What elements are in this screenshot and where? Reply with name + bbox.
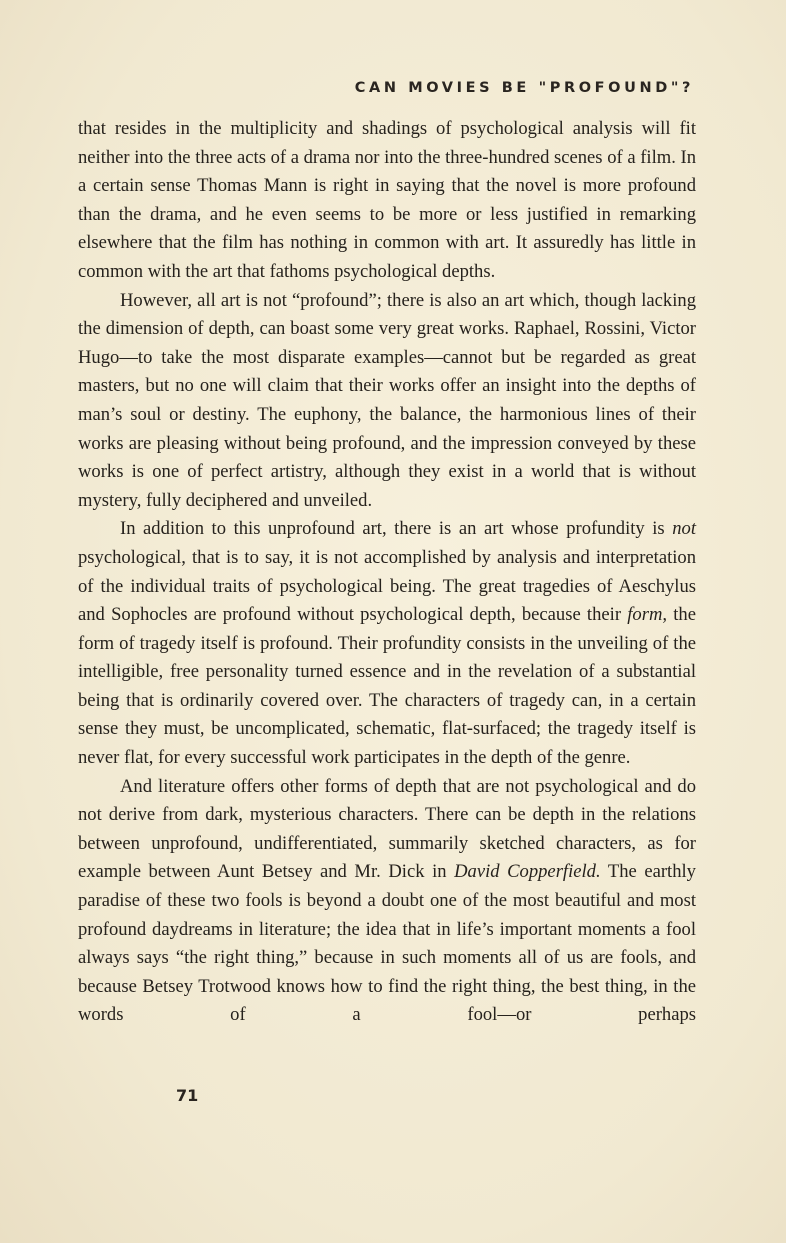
paragraph (78, 287, 696, 516)
paragraph (78, 515, 696, 772)
body-text (78, 115, 696, 1030)
italic-text: not (672, 518, 696, 540)
paragraph (78, 115, 696, 287)
text-run: The earthly paradise of these two fools is beyond a doubt one of the most beautiful and most profound daydreams in literature; the idea that in life’s important moments a fool always says “the right thing,” because in such moments all of us are fools, and because Betsey Trotwood knows how to find the right thing, the best thing, in the words of a fool—or perhaps (78, 861, 696, 1026)
text-run: However, all art is not “profound”; there is also an art which, though lacking the dimension of depth, can boast some very great works. Raphael, Rossini, Victor Hugo—to take the most disparate examples—cannot but be regarded as great masters, but no one will claim that their works offer an insight into the depths of man’s soul or destiny. The euphony, the balance, the harmonious lines of their works are pleasing without being profound, and the impression conveyed by these works is one of perfect artistry, although they exist in a world that is without mystery, fully deciphered and unveiled. (78, 289, 696, 511)
paragraph (78, 773, 696, 1030)
text-run: psychological, that is to say, it is not accomplished by analysis and interpretation of the individual traits of psychological being. The great tragedies of Aeschylus and Sophocles are profound without psychological depth, because their (78, 546, 696, 626)
text-run: And literature offers other forms of depth that are not psychological and do not derive from dark, mysterious characters. There can be depth in the relations between unprofound, undifferentiated, summarily sketched characters, as for example between Aunt Betsey and Mr. Dick in (78, 775, 696, 883)
text-run: the form of tragedy itself is profound. Their profundity consists in the unveiling of the intelligible, free personality turned essence and in the revelation of a substantial being that is ordinarily covered over. The characters of tragedy can, in a certain sense they must, be uncomplicated, schematic, flat-surfaced; the tragedy itself is never flat, for every successful work participates in the depth of the genre. (78, 604, 696, 769)
italic-text: form, (627, 604, 668, 626)
running-head: CAN MOVIES BE "PROFOUND"? (354, 80, 694, 96)
italic-text: David Copperfield. (454, 861, 601, 883)
text-run: that resides in the multiplicity and shadings of psychological analysis will fit neither into the three acts of a drama nor into the three-hundred scenes of a film. In a certain sense Thomas Mann is right in saying that the novel is more profound than the drama, and he even seems to be more or less justified in remarking elsewhere that the film has nothing in common with art. It assuredly has little in common with the art that fathoms psychological depths. (78, 118, 697, 282)
page-number: 71 (176, 1086, 199, 1105)
text-run: In addition to this unprofound art, there is an art whose profundity is (120, 518, 673, 540)
